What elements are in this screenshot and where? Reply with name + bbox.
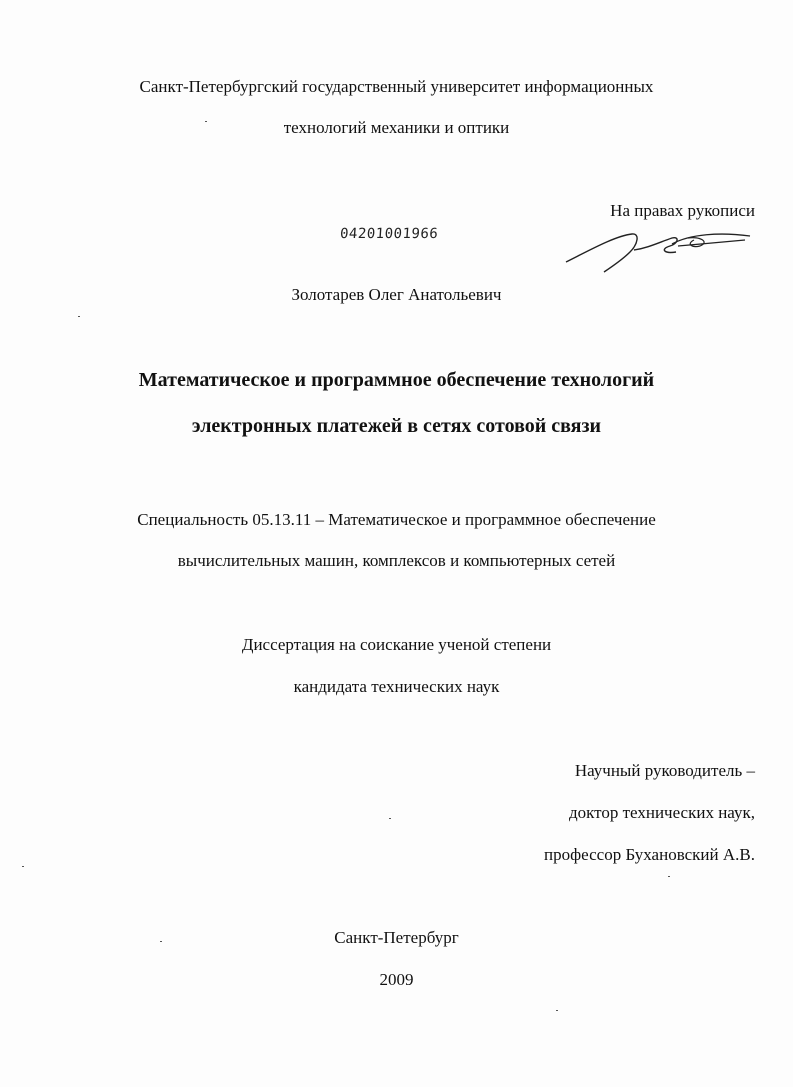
scan-speck — [389, 818, 391, 819]
scan-speck — [78, 316, 80, 317]
dissertation-line-2: кандидата технических наук — [293, 677, 500, 696]
author-name: Золотарев Олег Анатольевич — [291, 285, 502, 304]
dissertation-line-1: Диссертация на соискание ученой степени — [241, 635, 552, 654]
registration-number: 04201001966 — [339, 226, 439, 242]
scan-speck — [556, 1010, 558, 1011]
specialty-line-1: Специальность 05.13.11 – Математическое и программное обеспечение — [137, 510, 656, 529]
advisor-line-1: Научный руководитель – — [574, 761, 755, 780]
advisor-line-3: профессор Бухановский А.В. — [544, 845, 755, 864]
manuscript-note: На правах рукописи — [610, 201, 755, 220]
university-line-1: Санкт-Петербургский государственный университет информационных — [139, 77, 654, 96]
advisor-line-2: доктор технических наук, — [568, 803, 755, 822]
specialty-line-2: вычислительных машин, комплексов и компьютерных сетей — [177, 551, 616, 570]
thesis-title-line-2: электронных платежей в сетях сотовой связи — [191, 415, 602, 437]
university-line-2: технологий механики и оптики — [283, 118, 510, 137]
thesis-title-line-1: Математическое и программное обеспечение технологий — [138, 369, 655, 391]
signature-icon — [560, 222, 760, 282]
scan-speck — [22, 866, 24, 867]
year: 2009 — [379, 970, 414, 989]
city: Санкт-Петербург — [334, 928, 459, 947]
scan-speck — [160, 941, 162, 942]
scan-speck — [205, 121, 207, 122]
scan-speck — [668, 876, 670, 877]
